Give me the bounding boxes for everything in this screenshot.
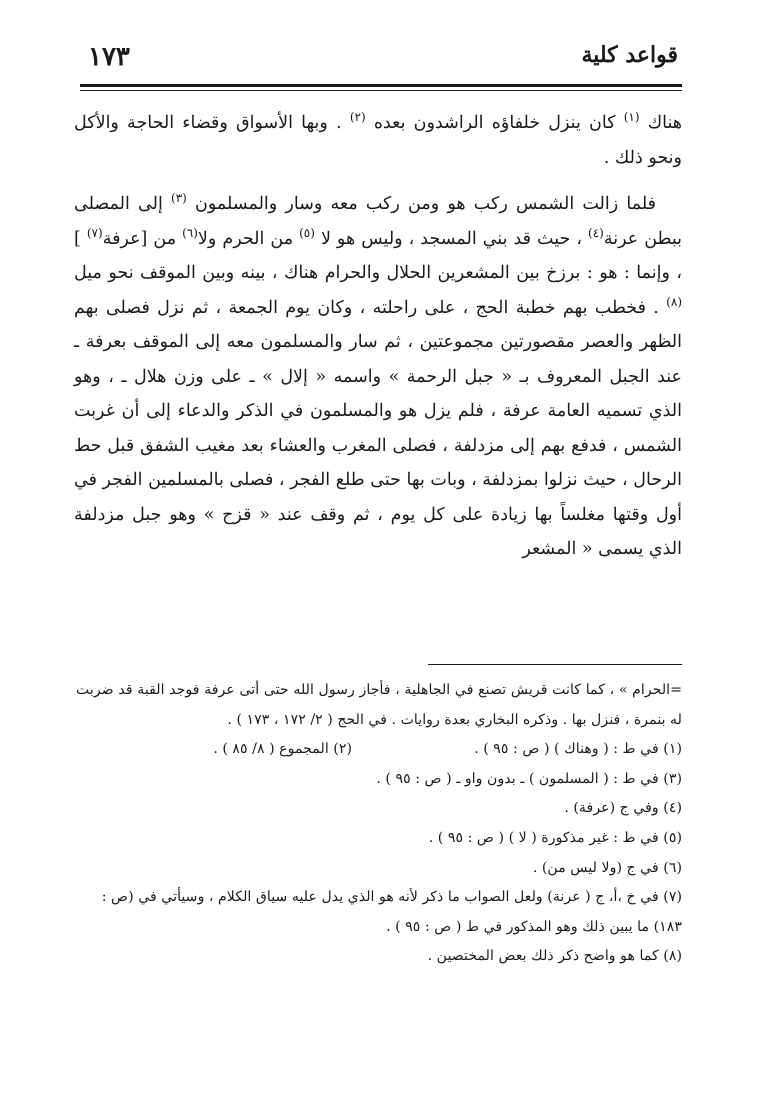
footnote-7: (٧) في خ ،أ، ج ( عرنة) ولعل الصواب ما ذكر لأنه هو الذي يدل عليه سياق الكلام ، وسيأتي في (ص : ١٨٣) ما يبين ذلك وهو المذكور في ط ( ص : ٩٥ ) .	[101, 889, 682, 935]
footnotes	[76, 676, 682, 972]
text-run: هناك	[647, 113, 682, 133]
text-run: ، حيث قد بني المسجد ، وليس هو لا	[314, 228, 588, 249]
footnote-ref-5: (٥)	[299, 225, 315, 240]
footnote-ref-6: (٦)	[182, 225, 198, 240]
text-run: كان ينزل خلفاؤه الراشدون بعده	[365, 113, 624, 133]
footnote-ref-2: (٢)	[349, 110, 366, 125]
footnote-8: (٨) كما هو واضح ذكر ذلك بعض المختصين .	[427, 948, 682, 965]
text-run: من [عرفة	[102, 228, 183, 249]
text-run: . وبها الأسواق وقضاء الحاجة والأكل ونحو ذلك .	[74, 113, 682, 168]
running-title: قواعد كلية	[581, 42, 678, 68]
footnote-continuation: =الحرام » ، كما كانت قريش تصنع في الجاهلية ، فأجاز رسول الله حتى أتى عرفة فوجد القبة قد ضربت له بنمرة ، فنزل بها . وذكره البخاري بعدة روايات . في الحج ( ٢/ ١٧٢ ، ١٧٣ ) .	[76, 682, 682, 728]
footnote-3: (٣) في ط : ( المسلمون ) ـ بدون واو ـ ( ص : ٩٥ ) .	[376, 770, 682, 787]
main-text	[74, 106, 682, 567]
text-run: ] ، وإنما : هو : برزخ بين المشعرين الحلال والحرام هناك ، بينه وبين الموقف نحو ميل	[74, 228, 682, 283]
footnote-ref-4: (٤)	[588, 225, 604, 240]
footnote-1: (١) في ط : ( وهناك ) ( ص : ٩٥ ) .	[474, 741, 682, 758]
footnote-separator	[428, 664, 682, 665]
text-run: إلى المصلى ببطن عرنة	[74, 194, 683, 249]
footnote-5: (٥) في ط : غير مذكورة ( لا ) ( ص : ٩٥ ) .	[428, 829, 682, 846]
paragraph-2	[74, 187, 682, 567]
footnote-ref-7: (٧)	[86, 225, 103, 240]
footnote-row	[76, 735, 682, 765]
footnote-ref-1: (١)	[623, 110, 640, 125]
footnote-2: (٢) المجموع ( ٨/ ٨٥ ) .	[213, 741, 352, 758]
footnote-ref-3: (٣)	[171, 191, 187, 206]
paragraph-1	[74, 106, 682, 175]
text-run: من الحرم ولا	[197, 228, 300, 249]
text-run: فلما زالت الشمس ركب هو ومن ركب معه وسار والمسلمون	[186, 194, 657, 214]
page-number: ١٧٣	[88, 42, 130, 72]
footnote-4: (٤) وفي ج (عرفة) .	[564, 800, 682, 817]
header-rule-thick	[80, 84, 682, 87]
text-run: . فخطب بهم خطبة الحج ، على راحلته ، وكان يوم الجمعة ، ثم نزل فصلى بهم الظهر والعصر مقصورتين مجموعتين ، ثم سار والمسلمون معه إلى الموقف بعرفة ـ عند الجبل المعروف بـ « جبل الرحمة » واسمه « إلال » ـ على وزن هلال ـ ، وهو الذي تسميه العامة عرفة ، فلم يزل هو والمسلمون في الذكر والدعاء إلى أن غربت الشمس ، فدفع بهم إلى مزدلفة ، فصلى المغرب والعشاء بعد مغيب الشفق قبل حط الرحال ، حيث نزلوا بمزدلفة ، وبات بها حتى طلع الفجر ، فصلى بالمسلمين الفجر في أول وقتها مغلساً بها زيادة على كل يوم ، ثم وقف عند « قزح » وهو جبل مزدلفة الذي يسمى « المشعر	[74, 297, 682, 559]
footnote-6: (٦) في ج (ولا ليس من) .	[532, 859, 682, 876]
footnote-ref-8: (٨)	[666, 294, 682, 309]
header-rule-thin	[80, 90, 682, 91]
